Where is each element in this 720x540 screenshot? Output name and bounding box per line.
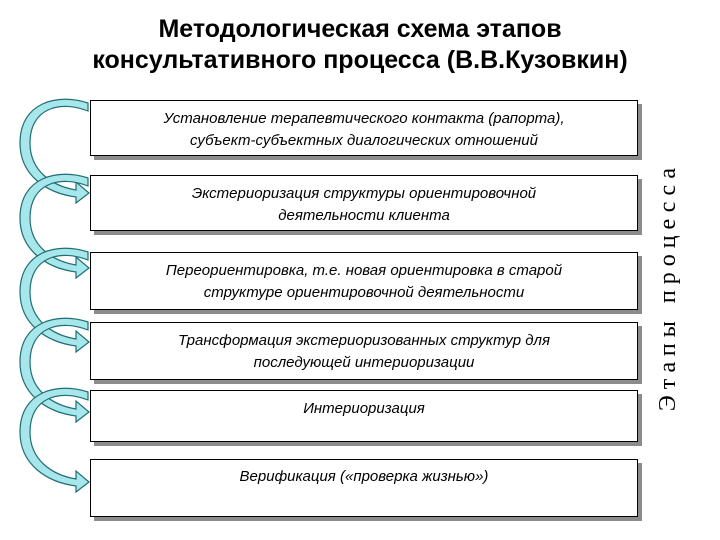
stage-text-line-1: Трансформация экстериоризованных структур для: [178, 332, 550, 349]
title-line-2: консультативного процесса (В.В.Кузовкин): [92, 46, 628, 74]
stage-box-transformation: [90, 322, 638, 380]
stage-text-line-1: Переориентировка, т.е. новая ориентировка в старой: [165, 262, 563, 279]
title-line-1: Методологическая схема этапов: [158, 15, 562, 43]
curved-arrows: [0, 0, 100, 540]
stage-text-line-2: деятельности клиента: [278, 207, 450, 224]
stage-box-rapport: [90, 100, 638, 156]
stage-box-reorientation: [90, 252, 638, 310]
stage-text-line-1: Установление терапевтического контакта (рапорта),: [163, 110, 565, 127]
stage-box-exteriorization: [90, 175, 638, 231]
stage-box-interiorization: [90, 390, 638, 442]
stage-box-verification: [90, 459, 638, 517]
stage-text-line-2: структуре ориентировочной деятельности: [203, 284, 525, 301]
side-label: [652, 98, 686, 474]
diagram-title: [0, 14, 720, 76]
side-label-text: Этапы процесса: [655, 161, 682, 411]
stage-text-line-1: Экстериоризация структуры ориентировочной: [191, 185, 537, 202]
stage-text-line-2: субъект-субъектных диалогических отношений: [189, 132, 538, 149]
stage-text-line-1: Интериоризация: [303, 400, 425, 417]
stage-text-line-2: последующей интериоризации: [253, 354, 475, 371]
stage-text-line-1: Верификация («проверка жизнью»): [239, 468, 489, 485]
